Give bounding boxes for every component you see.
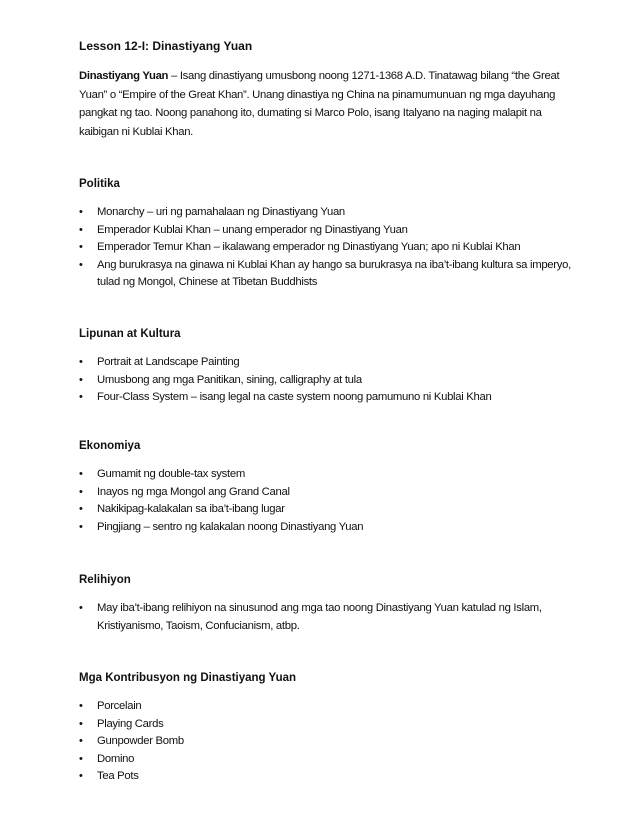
section-heading-kontribusyon: Mga Kontribusyon ng Dinastiyang Yuan xyxy=(79,672,297,684)
list-item xyxy=(79,466,579,484)
section-heading-ekonomiya: Ekonomiya xyxy=(79,440,141,452)
section-politika xyxy=(79,176,579,292)
list-item-text: Inayos ng mga Mongol ang Grand Canal xyxy=(97,485,290,498)
list-item xyxy=(79,257,579,292)
list-item xyxy=(79,716,579,734)
list-item xyxy=(79,519,579,537)
bullet-icon: • xyxy=(79,391,83,403)
list-item-text: Porcelain xyxy=(97,700,142,712)
document-page xyxy=(79,38,579,782)
list-item-text: Emperador Kublai Khan – unang emperador ng Dinastiyang Yuan xyxy=(97,223,408,236)
list-item-text: Gunpowder Bomb xyxy=(97,735,184,747)
bullet-icon: • xyxy=(79,206,83,218)
section-heading-lipunan: Lipunan at Kultura xyxy=(79,328,181,340)
section-kontribusyon xyxy=(79,670,579,786)
bullet-icon: • xyxy=(79,602,83,614)
list-item-text: Four-Class System – isang legal na caste system noong pamumuno ni Kublai Khan xyxy=(97,391,492,403)
bullet-icon: • xyxy=(79,356,83,368)
bullet-icon: • xyxy=(79,520,83,533)
list-item xyxy=(79,698,579,716)
list-item-text: May iba’t-ibang relihiyon na sinusunod ang mga tao noong Dinastiyang Yuan katulad ng Islam, Kristiyanismo, Taoism, Confucianism, atbp. xyxy=(97,602,542,632)
list-item xyxy=(79,222,579,240)
section-ekonomiya xyxy=(79,438,579,536)
bullet-icon: • xyxy=(79,770,83,782)
list-item xyxy=(79,389,579,407)
list-item xyxy=(79,751,579,769)
list-item xyxy=(79,768,579,786)
list-item-text: Monarchy – uri ng pamahalaan ng Dinastiyang Yuan xyxy=(97,206,345,218)
bullet-list-lipunan xyxy=(79,354,579,407)
section-heading-politika: Politika xyxy=(79,178,120,190)
bullet-icon: • xyxy=(79,503,83,515)
list-item xyxy=(79,372,579,390)
bullet-list-politika xyxy=(79,204,579,292)
list-item-text: Umusbong ang mga Panitikan, sining, calligraphy at tula xyxy=(97,373,362,386)
section-lipunan xyxy=(79,326,579,407)
list-item xyxy=(79,501,579,519)
bullet-icon: • xyxy=(79,373,83,386)
list-item xyxy=(79,600,579,635)
list-item-text: Domino xyxy=(97,752,135,765)
list-item xyxy=(79,204,579,222)
intro-term: Dinastiyang Yuan xyxy=(79,70,169,82)
bullet-icon: • xyxy=(79,752,83,765)
list-item-text: Gumamit ng double-tax system xyxy=(97,468,245,480)
list-item-text: Tea Pots xyxy=(97,770,139,782)
list-item xyxy=(79,239,579,257)
bullet-icon: • xyxy=(79,223,83,236)
list-item-text: Pingjiang – sentro ng kalakalan noong Dinastiyang Yuan xyxy=(97,520,364,533)
bullet-icon: • xyxy=(79,468,83,480)
intro-paragraph xyxy=(79,67,579,141)
list-item-text: Playing Cards xyxy=(97,717,164,730)
bullet-list-relihiyon xyxy=(79,600,579,635)
list-item xyxy=(79,484,579,502)
list-item xyxy=(79,354,579,372)
bullet-icon: • xyxy=(79,735,83,747)
bullet-icon: • xyxy=(79,700,83,712)
list-item xyxy=(79,733,579,751)
list-item-text: Nakikipag-kalakalan sa iba’t-ibang lugar xyxy=(97,503,285,515)
list-item-text: Ang burukrasya na ginawa ni Kublai Khan ay hango sa burukrasya na iba’t-ibang kultura sa imperyo, tulad ng Mongol, Chinese at Tibetan Buddhists xyxy=(97,258,571,288)
lesson-title: Lesson 12-I: Dinastiyang Yuan xyxy=(79,39,253,53)
bullet-icon: • xyxy=(79,241,83,253)
bullet-icon: • xyxy=(79,485,83,498)
bullet-icon: • xyxy=(79,258,83,271)
bullet-icon: • xyxy=(79,717,83,730)
section-relihiyon xyxy=(79,572,579,635)
list-item-text: Portrait at Landscape Painting xyxy=(97,356,240,368)
intro-text: – Isang dinastiyang umusbong noong 1271-1368 A.D. Tinatawag bilang “the Great Yuan” o “Empire of the Great Khan”. Unang dinastiya ng China na pinamumunuan ng mga dayuhang pangkat ng tao. Noong panahong ito, dumating si Marco Polo, isang Italyano na naging malapit na kaibigan ni Kublai Khan. xyxy=(79,70,560,138)
section-heading-relihiyon: Relihiyon xyxy=(79,574,131,586)
bullet-list-ekonomiya xyxy=(79,466,579,536)
list-item-text: Emperador Temur Khan – ikalawang emperador ng Dinastiyang Yuan; apo ni Kublai Khan xyxy=(97,241,521,253)
bullet-list-kontribusyon xyxy=(79,698,579,786)
